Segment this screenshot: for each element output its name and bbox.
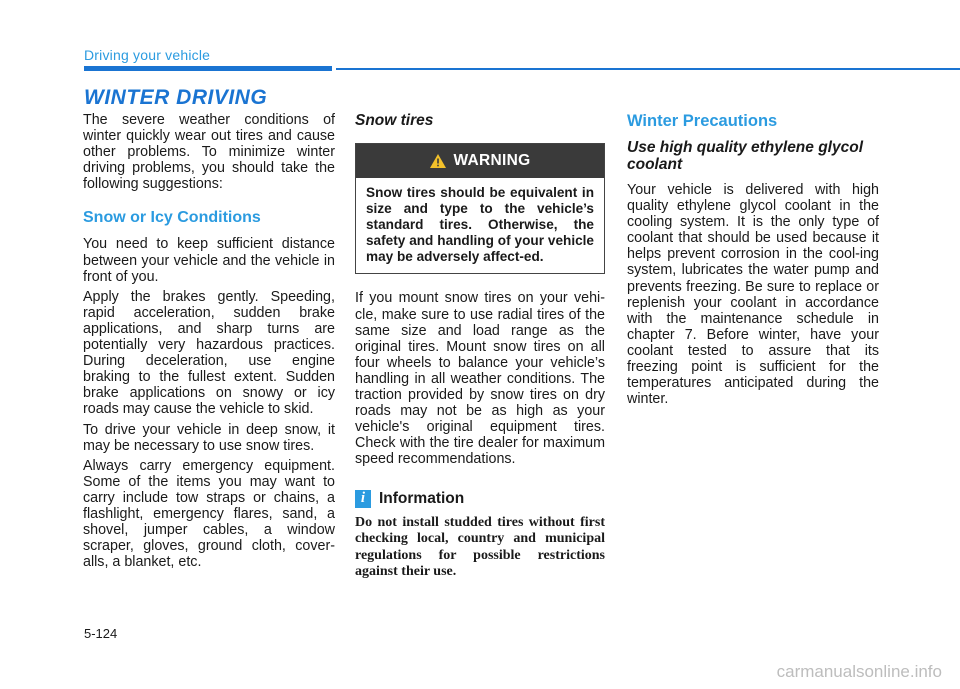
body-paragraph: Always carry emergency equipment. Some of the items you may want to carry include tow straps or chains, a flashlight, emergency flares, sand, a shovel, jumper cables, a window scraper, gloves, ground cloth, cover-alls, a blanket, etc. bbox=[83, 457, 335, 571]
warning-header bbox=[356, 144, 604, 178]
body-paragraph: You need to keep sufficient distance between your vehicle and the vehicle in front of you. bbox=[83, 236, 335, 285]
intro-paragraph: The severe weather conditions of winter quickly wear out tires and cause other problems. To minimize winter driving problems, you should take the following suggestions: bbox=[83, 112, 335, 193]
information-text: Do not install studded tires without first checking local, country and municipal regulations for possible restrictions against their use. bbox=[355, 514, 605, 579]
column-right bbox=[627, 112, 879, 411]
warning-label: WARNING bbox=[453, 152, 531, 169]
warning-triangle-icon bbox=[429, 153, 447, 169]
chapter-title: WINTER DRIVING bbox=[84, 86, 268, 109]
snow-icy-heading: Snow or Icy Conditions bbox=[83, 209, 261, 227]
section-title: Driving your vehicle bbox=[84, 47, 211, 63]
page-number: 5-124 bbox=[84, 626, 118, 641]
information-title bbox=[355, 490, 605, 508]
coolant-subheading: Use high quality ethylene glycol coolant bbox=[627, 139, 863, 173]
winter-precautions-heading: Winter Precautions bbox=[627, 112, 778, 130]
body-paragraph: Apply the brakes gently. Speeding, rapid acceleration, sudden brake applications, and sharp turns are potentially very hazardous practices. During deceleration, use engine braking to the fullest extent. Sudden brake applications on snowy or icy roads may cause the vehicle to skid. bbox=[83, 288, 335, 418]
warning-box bbox=[355, 143, 605, 274]
information-label: Information bbox=[379, 489, 465, 507]
info-icon: i bbox=[355, 490, 371, 508]
watermark: carmanualsonline.info bbox=[776, 662, 942, 681]
body-paragraph: To drive your vehicle in deep snow, it may be necessary to use snow tires. bbox=[83, 421, 335, 454]
warning-text: Snow tires should be equivalent in size and type to the vehicle’s standard tires. Otherwise, the safety and handling of your vehicle may be adversely affect-ed. bbox=[366, 185, 594, 265]
column-middle bbox=[355, 112, 605, 581]
header-rule-thin bbox=[336, 68, 960, 70]
coolant-paragraph: Your vehicle is delivered with high quality ethylene glycol coolant in the cooling system. It is the only type of coolant that should be used because it helps prevent corrosion in the cool-ing system, lubricates the water pump and prevents freezing. Be sure to replace or replenish your coolant in accordance with the maintenance schedule in chapter 7. Before winter, have your coolant tested to assure that its freezing point is sufficient for the temperatures anticipated during the winter. bbox=[627, 182, 879, 408]
header-rule-thick bbox=[84, 66, 332, 71]
snow-tires-paragraph: If you mount snow tires on your vehi-cle, make sure to use radial tires of the same size and load range as the original tires. Mount snow tires on all four wheels to balance your vehicle’s handling in all weather conditions. The traction provided by snow tires on dry roads may not be as high as your vehicle's original equipment tires. Check with the tire dealer for maximum speed recommendations. bbox=[355, 290, 605, 468]
column-left bbox=[83, 112, 335, 574]
snow-tires-heading: Snow tires bbox=[355, 112, 434, 129]
